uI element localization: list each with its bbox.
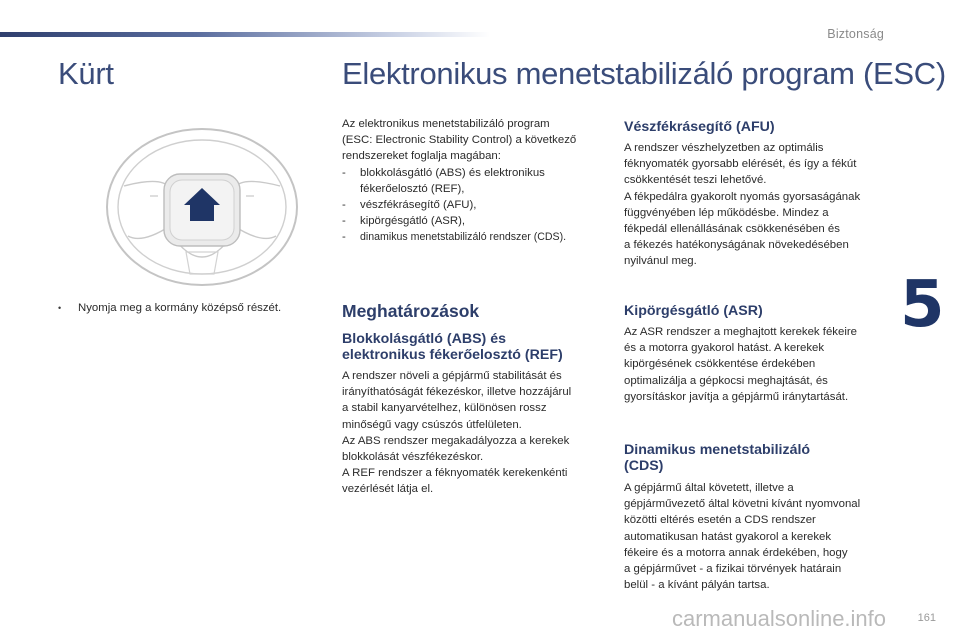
paragraph-line: a fékezés hatékonyságának növekedésében: [624, 239, 849, 252]
paragraph-line: közötti eltérés esetén a CDS rendszer: [624, 514, 816, 527]
paragraph-line: a stabil kanyarvételhez, különösen rossz: [342, 402, 547, 415]
steering-wheel-illustration: [102, 126, 302, 288]
header-accent-bar: [0, 32, 490, 37]
paragraph-line: csökkentését teszi lehetővé.: [624, 174, 767, 187]
list-item-line: - blokkolásgátló (ABS) és elektronikus: [360, 166, 545, 179]
paragraph-line: irányíthatóságát fékezéskor, illetve hozzájárul: [342, 386, 572, 399]
cds-paragraph: [624, 480, 860, 593]
paragraph-line: Az ASR rendszer a meghajtott kerekek fékeire: [624, 326, 857, 338]
page-number: 161: [917, 612, 936, 624]
steering-wheel-icon: [102, 126, 302, 288]
paragraph-line: féknyomaték gyorsabb elérését, és így a fékút: [624, 158, 857, 171]
list-item-line: - kipörgésgátló (ASR),: [360, 215, 466, 228]
horn-instruction: [58, 302, 281, 314]
abs-heading-line: Blokkolásgátló (ABS) és: [342, 331, 506, 347]
paragraph-line: fékeire és a motorra annak érdekében, hogy: [624, 546, 848, 559]
watermark: carmanualsonline.info: [672, 606, 887, 631]
paragraph-line: belül - a kívánt pályán tartsa.: [624, 579, 770, 592]
paragraph-line: a gépjárművet - a fizikai törvények határain: [624, 563, 842, 576]
paragraph-line: fékpedál ellenállásának csökkenésében és: [624, 223, 840, 236]
paragraph-line: A gépjármű által követett, illetve a: [624, 482, 794, 494]
intro-line: (ESC: Electronic Stability Control) a következő: [342, 134, 577, 147]
paragraph-line: A rendszer növeli a gépjármű stabilitását és: [342, 370, 562, 382]
cds-heading: [624, 442, 810, 474]
paragraph-line: és a motorra gyakorol hatást. A kerekek: [624, 342, 825, 355]
definitions-heading: Meghatározások: [342, 301, 480, 321]
paragraph-line: A rendszer vészhelyzetben az optimális: [624, 142, 824, 154]
paragraph-line: optimalizálja a gépkocsi meghajtását, és: [624, 374, 828, 387]
paragraph-line: függvényében lép működésbe. Mindez a: [624, 206, 829, 219]
paragraph-line: gépjárművezető által követni kívánt nyomvonal: [624, 498, 861, 511]
list-item: [342, 229, 604, 245]
paragraph-line: nyilvánul meg.: [624, 255, 697, 268]
abs-heading-line: elektronikus fékerőelosztó (REF): [342, 347, 563, 363]
horn-title: Kürt: [58, 56, 114, 91]
paragraph-line: automatikusan hatást gyakorol a kerekek: [624, 530, 832, 543]
section-label: Biztonság: [827, 27, 884, 41]
paragraph-line: vezérlését látja el.: [342, 483, 434, 496]
esc-intro: [342, 116, 604, 246]
afu-paragraph: [624, 140, 860, 270]
paragraph-line: minőségű vagy csúszós útfelületen.: [342, 418, 522, 431]
intro-line: Az elektronikus menetstabilizáló program: [342, 118, 550, 130]
abs-paragraph: [342, 368, 571, 498]
paragraph-line: kipörgésének csökkentése érdekében: [624, 358, 816, 371]
list-item: [342, 165, 604, 197]
horn-instruction-text: Nyomja meg a kormány középső részét.: [78, 302, 282, 314]
bullet-icon: •: [58, 303, 62, 313]
afu-heading: Vészfékrásegítő (AFU): [624, 119, 775, 135]
cds-heading-line: (CDS): [624, 458, 664, 474]
abs-heading: [342, 331, 563, 363]
paragraph-line: A fékpedálra gyakorolt nyomás gyorsaságának: [624, 190, 861, 203]
list-item-line: fékerőelosztó (REF),: [360, 182, 465, 195]
asr-paragraph: [624, 324, 857, 405]
list-item: [342, 197, 604, 213]
paragraph-line: gyorsításkor javítja a gépjármű iránytartását.: [624, 390, 849, 403]
paragraph-line: Az ABS rendszer megakadályozza a kerekek: [342, 434, 570, 447]
list-item: [342, 213, 604, 229]
intro-line: rendszereket foglalja magában:: [342, 150, 501, 163]
paragraph-line: blokkolását vészfékezéskor.: [342, 451, 484, 464]
esc-title: Elektronikus menetstabilizáló program (ESC): [342, 56, 946, 91]
list-item-line: - vészfékrásegítő (AFU),: [360, 199, 477, 212]
asr-heading: Kipörgésgátló (ASR): [624, 303, 763, 319]
list-item-line: - dinamikus menetstabilizáló rendszer (CDS).: [360, 231, 567, 244]
paragraph-line: A REF rendszer a féknyomaték kerekenkénti: [342, 467, 568, 480]
chapter-number: 5: [900, 268, 945, 342]
esc-system-list: [342, 165, 604, 246]
cds-heading-line: Dinamikus menetstabilizáló: [624, 442, 811, 458]
